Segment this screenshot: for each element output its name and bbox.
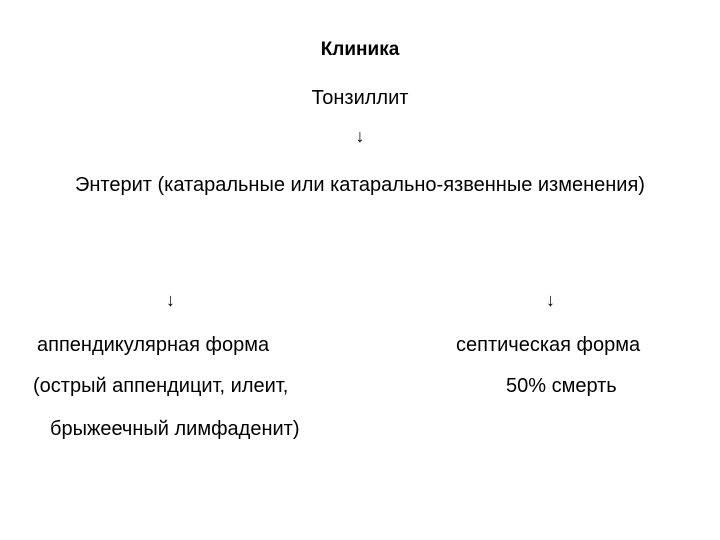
appendicular-form-label: аппендикулярная форма [37, 334, 270, 356]
right-down-arrow-icon: ↓ [546, 290, 555, 310]
appendicular-form-desc-line2: брыжеечный лимфаденит) [50, 418, 300, 440]
septic-form-label: септическая форма [456, 334, 641, 356]
tonsillitis-node: Тонзиллит [311, 87, 409, 109]
down-arrow-icon: ↓ [355, 126, 365, 146]
slide-title: Клиника [320, 39, 400, 60]
left-down-arrow-icon: ↓ [166, 290, 175, 310]
appendicular-form-desc-line1: (острый аппендицит, илеит, [33, 375, 289, 397]
enteritis-node: Энтерит (катаральные или катарально-язвенные изменения) [75, 174, 645, 196]
septic-form-desc: 50% смерть [506, 375, 617, 397]
